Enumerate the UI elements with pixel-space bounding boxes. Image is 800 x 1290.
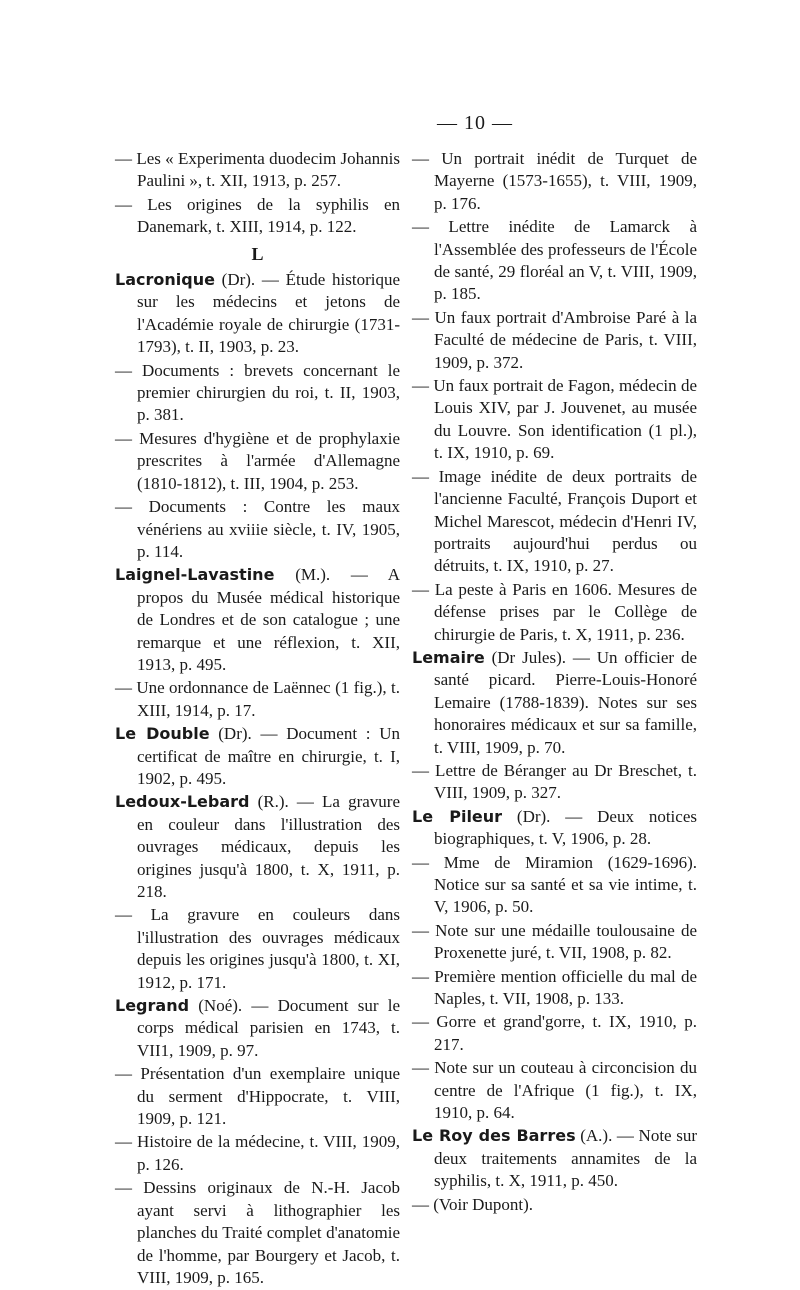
left-column bbox=[115, 148, 400, 1290]
bibliography-entry: — Un portrait inédit de Turquet de Mayerne (1573-1655), t. VIII, 1909, p. 176. bbox=[412, 149, 697, 213]
author-name: Le Double bbox=[115, 724, 210, 744]
author-entry bbox=[115, 564, 400, 676]
bibliography-entry: — Un faux portrait d'Ambroise Paré à la Faculté de médecine de Paris, t. VIII, 1909, p. 372. bbox=[412, 307, 697, 372]
entry-text: (Noé). — Document sur le corps médical parisien en 1743, t. VII1, 1909, p. 97. bbox=[137, 996, 400, 1060]
bibliography-entry: — La gravure en couleurs dans l'illustration des ouvrages médicaux depuis les origines jusqu'à 1800, t. XI, 1912, p. 171. bbox=[115, 905, 400, 992]
bibliography-entry: — Note sur une médaille toulousaine de Proxenette juré, t. VII, 1908, p. 82. bbox=[412, 920, 697, 963]
entry-text: (Dr). — Document : Un certificat de maître en chirurgie, t. I, 1902, p. 495. bbox=[137, 724, 400, 788]
author-name: Legrand bbox=[115, 996, 190, 1016]
author-name: Le Pileur bbox=[412, 806, 503, 826]
author-entry bbox=[115, 995, 400, 1062]
section-letter: L bbox=[251, 243, 264, 264]
author-name: Laignel-Lavastine bbox=[115, 565, 275, 585]
bibliography-entry: — Mme de Miramion (1629-1696). Notice sur sa santé et sa vie intime, t. V, 1906, p. 50. bbox=[412, 852, 697, 917]
bibliography-entry: — Une ordonnance de Laënnec (1 fig.), t. XIII, 1914, p. 17. bbox=[115, 678, 400, 720]
bibliography-entry: — Les « Experimenta duodecim Johannis Paulini », t. XII, 1913, p. 257. bbox=[115, 149, 400, 191]
bibliography-entry: — Documents : brevets concernant le premier chirurgien du roi, t. II, 1903, p. 381. bbox=[115, 360, 400, 425]
bibliography-entry: — (Voir Dupont). bbox=[412, 1194, 534, 1214]
author-name: Lemaire bbox=[412, 647, 485, 667]
page-number: — 10 — bbox=[437, 112, 513, 134]
entry-text: (M.). — A propos du Musée médical historique de Londres et de son catalogue ; une remarque et une réflexion, t. XII, 1913, p. 495. bbox=[137, 565, 400, 674]
entry-text: (R.). — La gravure en couleur dans l'illustration des ouvrages médicaux, depuis les origines jusqu'à 1800, t. X, 1911, p. 218. bbox=[137, 792, 400, 901]
author-entry bbox=[115, 791, 400, 903]
bibliography-entry: — La peste à Paris en 1606. Mesures de défense prises par le Collège de chirurgie de Paris, t. X, 1911, p. 236. bbox=[412, 579, 697, 644]
bibliography-entry: — Un faux portrait de Fagon, médecin de Louis XIV, par J. Jouvenet, au musée du Louvre. Son identification (1 pl.), t. IX, 1910, p. 69. bbox=[412, 376, 697, 463]
bibliography-entry: — Mesures d'hygiène et de prophylaxie prescrites à l'armée d'Allemagne (1810-1812), t. III, 1904, p. 253. bbox=[115, 428, 400, 493]
entry-text: (Dr). — Deux notices biographiques, t. V, 1906, p. 28. bbox=[434, 806, 697, 849]
bibliography-entry: — Dessins originaux de N.-H. Jacob ayant servi à lithographier les planches du Traité complet d'anatomie de l'homme, par Bourgery et Jacob, t. VIII, 1909, p. 165. bbox=[115, 1178, 400, 1287]
author-entry bbox=[412, 806, 697, 851]
author-name: Ledoux-Lebard bbox=[115, 792, 250, 812]
right-column bbox=[412, 148, 697, 1217]
entry-text: (Dr). — Étude historique sur les médecins et jetons de l'Académie royale de chirurgie (1731-1793), t. II, 1903, p. 23. bbox=[137, 270, 400, 357]
bibliography-entry: — Image inédite de deux portraits de l'ancienne Faculté, François Duport et Michel Marescot, médecin d'Henri IV, portraits aujourd'hui perdus ou détruits, t. IX, 1910, p. 27. bbox=[412, 466, 697, 576]
author-entry bbox=[412, 1125, 697, 1192]
bibliography-entry: — Gorre et grand'gorre, t. IX, 1910, p. 217. bbox=[412, 1012, 697, 1054]
author-name: Le Roy des Barres bbox=[412, 1126, 576, 1146]
bibliography-entry: — Note sur un couteau à circoncision du centre de l'Afrique (1 fig.), t. IX, 1910, p. 64. bbox=[412, 1058, 697, 1123]
entry-text: (Dr Jules). — Un officier de santé picard. Pierre-Louis-Honoré Lemaire (1788-1839). Notes sur ses honoraires médicaux et sur sa famille, t. VIII, 1909, p. 70. bbox=[434, 647, 697, 757]
bibliography-entry: — Lettre de Béranger au Dr Breschet, t. VIII, 1909, p. 327. bbox=[412, 760, 697, 803]
author-entry bbox=[115, 269, 400, 359]
bibliography-entry: — Première mention officielle du mal de Naples, t. VII, 1908, p. 133. bbox=[412, 966, 697, 1009]
bibliography-entry: — Documents : Contre les maux vénériens au xviiie siècle, t. IV, 1905, p. 114. bbox=[115, 497, 400, 561]
author-name: Lacronique bbox=[115, 270, 215, 290]
bibliography-entry: — Histoire de la médecine, t. VIII, 1909, p. 126. bbox=[115, 1132, 400, 1174]
author-entry bbox=[412, 647, 697, 759]
bibliography-entry: — Présentation d'un exemplaire unique du serment d'Hippocrate, t. VIII, 1909, p. 121. bbox=[115, 1064, 400, 1129]
bibliography-entry: — Lettre inédite de Lamarck à l'Assemblée des professeurs de l'École de santé, 29 floréal an V, t. VIII, 1909, p. 185. bbox=[412, 217, 697, 304]
entry-text: (A.). — Note sur deux traitements annamites de la syphilis, t. X, 1911, p. 450. bbox=[434, 1126, 697, 1191]
bibliography-entry: — Les origines de la syphilis en Danemark, t. XIII, 1914, p. 122. bbox=[115, 194, 400, 237]
author-entry bbox=[115, 723, 400, 790]
